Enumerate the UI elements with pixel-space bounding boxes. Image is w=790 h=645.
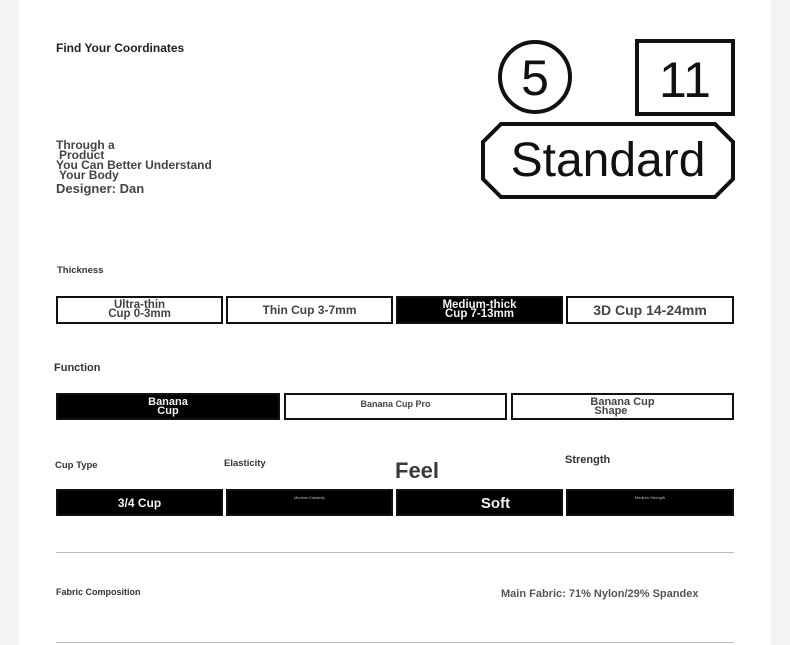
option-line: 3D Cup 14-24mm [593, 302, 707, 318]
cup-type-label: Cup Type [55, 460, 98, 471]
intro-line-4: Your Body [59, 168, 119, 182]
option-line: Shape [594, 404, 628, 417]
thickness-option-medium-thick[interactable] [396, 296, 563, 324]
divider-top [56, 552, 734, 553]
thickness-option-3d[interactable] [566, 296, 734, 324]
thickness-option-thin[interactable] [226, 296, 393, 324]
designer-credit: Designer: Dan [56, 181, 145, 196]
brand-logo [481, 38, 737, 200]
divider-bottom [56, 642, 734, 643]
feel-label: Feel [395, 458, 440, 483]
option-line: Cup 7-13mm [444, 308, 515, 320]
function-option-banana-cup-shape[interactable] [511, 393, 734, 420]
option-line: Banana Cup Pro [360, 399, 431, 409]
value-text: 3/4 Cup [117, 495, 162, 510]
value-text: Soft [480, 495, 511, 512]
function-label: Function [54, 362, 101, 374]
elasticity-label: Elasticity [224, 458, 266, 469]
intro-text [56, 140, 256, 196]
value-text: Medium Elasticity [293, 495, 326, 500]
elasticity-value [226, 489, 393, 516]
option-line: Banana Cup [590, 395, 655, 408]
function-option-banana-cup-pro[interactable] [284, 393, 507, 420]
fabric-value: Main Fabric: 71% Nylon/29% Spandex [501, 588, 699, 600]
option-line: Cup [157, 404, 179, 417]
intro-line-3: You Can Better Understand [56, 158, 212, 172]
spec-sheet [19, 0, 771, 645]
option-line: Medium-thick [442, 299, 517, 311]
logo-word: Standard [510, 134, 706, 187]
logo-number-left: 5 [521, 50, 549, 106]
intro-title: Find Your Coordinates [56, 41, 185, 55]
option-line: Ultra-thin [113, 299, 166, 311]
option-line: Banana [148, 395, 188, 408]
feel-value [396, 489, 563, 516]
value-text: Medium Strength [634, 495, 666, 500]
thickness-option-ultra-thin[interactable] [56, 296, 223, 324]
logo-number-right: 11 [659, 52, 711, 108]
intro-line-1: Through a [56, 138, 115, 152]
intro-line-2: Product [59, 148, 105, 162]
function-option-banana-cup[interactable] [56, 393, 280, 420]
option-line: Cup 0-3mm [108, 308, 171, 320]
option-line: Thin Cup 3-7mm [262, 303, 357, 317]
cup-type-value [56, 489, 223, 516]
fabric-label: Fabric Composition [56, 587, 141, 597]
thickness-label: Thickness [57, 265, 104, 276]
strength-label: Strength [565, 454, 611, 466]
strength-value [566, 489, 734, 516]
